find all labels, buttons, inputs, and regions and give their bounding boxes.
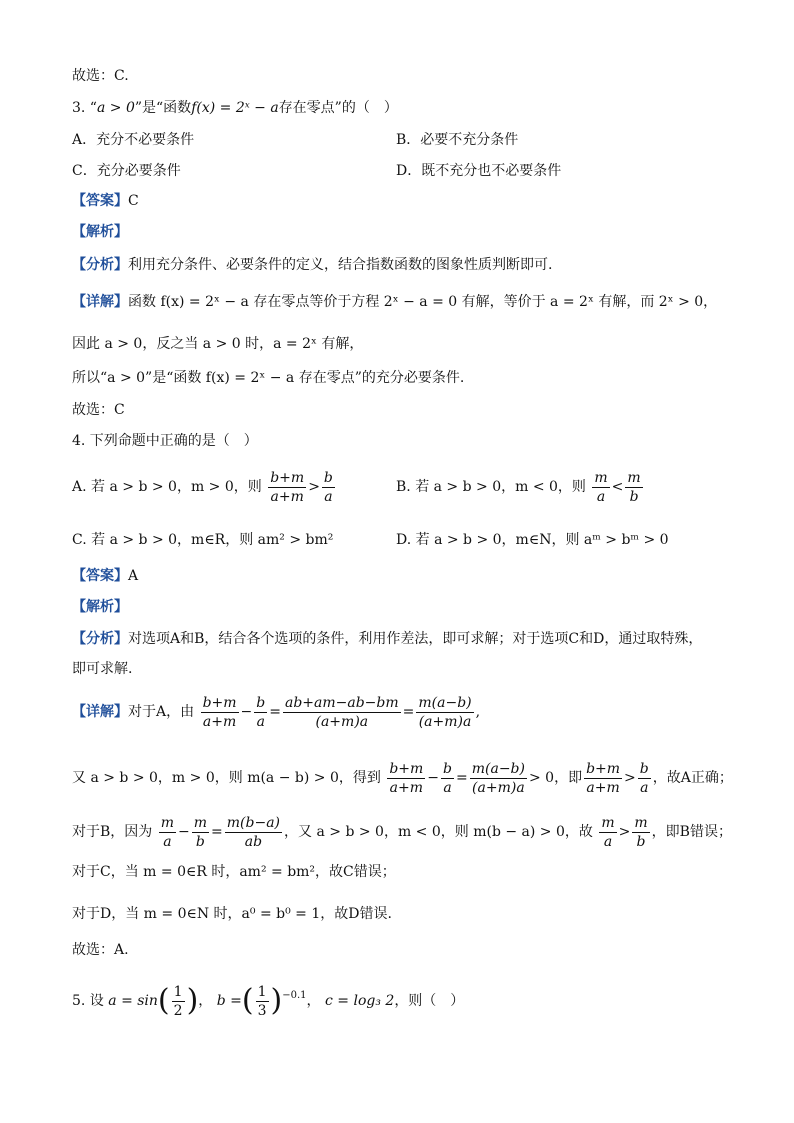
q5-stem: 5. 设 a = sin( $\frac{1}{2}$ )， b =( $\frac{1}{3}$ )$^{-0.1}$， c = log₃ 2，则（ ） [72, 983, 465, 1019]
q3-detail-line2: 因此 a > 0，反之当 a > 0 时，a = 2ˣ 有解， [72, 336, 364, 352]
q4-stem: 4. 下列命题中正确的是（ ） [72, 433, 258, 449]
q3-option-b: B．必要不充分条件 [396, 132, 519, 148]
q3-option-c: C．充分必要条件 [72, 163, 181, 179]
q4-detail-line2: 又 a > b > 0，m > 0，则 m(a − b) > 0，得到 $\frac{b+m}{a+m}$ − $\frac{b}{a}$ = $\frac{m(a-b)}{(a+m)a}$ > 0，即 $\frac{b+m}{a+m}$ > $\frac{b}{a}$ ，故A正确； [72, 760, 733, 796]
q3-analysis-heading: 【解析】 [72, 224, 128, 240]
q4-option-a: A. 若 a > b > 0，m > 0，则 $\frac{b+m}{a+m}$ > $\frac{b}{a}$ [72, 469, 333, 505]
q4-option-b: B. 若 a > b > 0，m < 0，则 $\frac{m}{a}$ < $\frac{m}{b}$ [396, 469, 641, 505]
q4-answer: 【答案】A [72, 568, 139, 584]
q4-option-c: C. 若 a > b > 0，m∈R，则 am² > bm² [72, 532, 334, 548]
q4-detail-line3: 对于B，因为 $\frac{m}{a}$ − $\frac{m}{b}$ = $\frac{m(b-a)}{ab}$ ，又 a > b > 0，m < 0，则 m(b − a) > 0，故 $\frac{m}{a}$ > $\frac{m}{b}$ ，即B错误； [72, 814, 732, 850]
q4-fenxi-line2: 即可求解. [72, 661, 133, 677]
q4-fenxi-line1: 【分析】对选项A和B，结合各个选项的条件，利用作差法，即可求解；对于选项C和D，通过取特殊， [72, 631, 703, 647]
q4-detail-line5: 对于D，当 m = 0∈N 时，a⁰ = b⁰ = 1，故D错误. [72, 906, 392, 922]
q3-fenxi: 【分析】利用充分条件、必要条件的定义，结合指数函数的图象性质判断即可. [72, 257, 553, 273]
q3-detail-line3: 所以“a > 0”是“函数 f(x) = 2ˣ − a 存在零点”的充分必要条件. [72, 370, 465, 386]
q4-analysis-heading: 【解析】 [72, 599, 128, 615]
q3-answer: 【答案】C [72, 193, 139, 209]
q3-detail-line1: 【详解】函数 f(x) = 2ˣ − a 存在零点等价于方程 2ˣ − a = 0 有解，等价于 a = 2ˣ 有解，而 2ˣ > 0， [72, 294, 718, 310]
q4-option-d: D. 若 a > b > 0，m∈N，则 aᵐ > bᵐ > 0 [396, 532, 669, 548]
q3-stem: 3. “a > 0”是“函数f(x) = 2ˣ − a存在零点”的（ ） [72, 100, 398, 116]
q3-conclusion: 故选：C [72, 402, 125, 418]
q3-option-d: D．既不充分也不必要条件 [396, 163, 562, 179]
q2-conclusion: 故选：C. [72, 68, 129, 84]
q4-conclusion: 故选：A. [72, 942, 129, 958]
q3-option-a: A．充分不必要条件 [72, 132, 195, 148]
q4-detail-line4: 对于C，当 m = 0∈R 时，am² = bm²，故C错误； [72, 864, 396, 880]
q4-detail-line1: 【详解】对于A，由 $\frac{b+m}{a+m}$ − $\frac{b}{a}$ = $\frac{ab+am-ab-bm}{(a+m)a}$ = $\frac{m(a-b)}{(a+m)a}$ , [72, 694, 481, 730]
